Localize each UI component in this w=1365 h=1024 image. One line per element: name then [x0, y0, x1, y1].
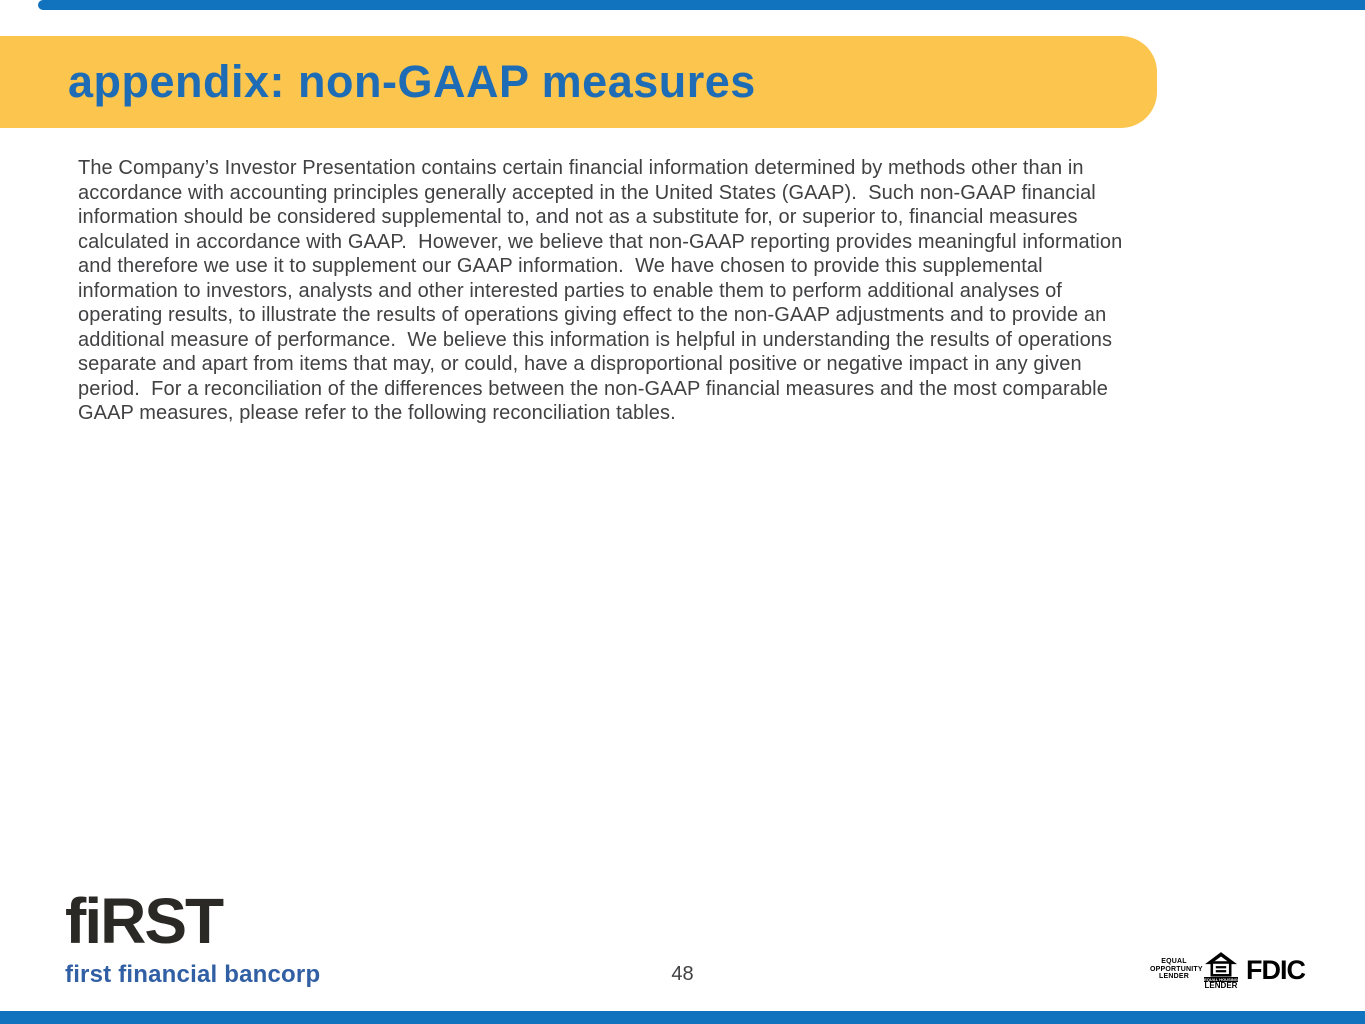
text-line: LENDER [1159, 973, 1189, 980]
page-number: 48 [671, 963, 694, 985]
text-line: information should be considered supplemental to, and not as a substitute for, or superior to, financial measures [78, 206, 1078, 228]
text-line: accordance with accounting principles generally accepted in the United States (GAAP). Such non-GAAP financial [78, 181, 1096, 204]
text-line: and therefore we use it to supplement our GAAP information. We have chosen to provide this supplemental [78, 255, 1043, 277]
fdic-logo: FDIC [1246, 955, 1305, 985]
text-line: The Company’s Investor Presentation contains certain financial information determined by methods other than in [78, 157, 1084, 179]
company-logo-tagline: first financial bancorp [65, 961, 321, 988]
equal-housing-lender-logo [1204, 952, 1238, 990]
text-line: operating results, to illustrate the results of operations giving effect to the non-GAAP adjustments and to provide an [78, 304, 1107, 326]
slide-title: appendix: non-GAAP measures [68, 56, 756, 107]
regulatory-logos [1150, 952, 1305, 990]
body-paragraph [78, 156, 1308, 426]
equal-housing-text: EQUAL HOUSING [1204, 976, 1238, 982]
text-line: separate and apart from items that may, or could, have a disproportional positive or negative impact in any given [78, 353, 1082, 375]
text-line: information to investors, analysts and other interested parties to enable them to perform additional analyses of [78, 279, 1062, 302]
text-line: EQUAL [1161, 958, 1187, 965]
equal-opportunity-lender-text [1150, 958, 1203, 981]
equal-housing-lender-text: LENDER [1204, 981, 1238, 990]
text-line: OPPORTUNITY [1150, 965, 1203, 973]
text-line: period. For a reconciliation of the differences between the non-GAAP financial measures and the most comparable [78, 377, 1108, 400]
top-accent-bar [38, 0, 1365, 10]
text-line: calculated in accordance with GAAP. However, we believe that non-GAAP reporting provides meaningful information [78, 230, 1123, 253]
text-line: GAAP measures, please refer to the following reconciliation tables. [78, 402, 676, 424]
title-banner [0, 36, 1157, 128]
bottom-accent-bar [0, 1011, 1365, 1024]
equal-housing-house-icon [1205, 952, 1237, 977]
text-line: additional measure of performance. We believe this information is helpful in understanding the results of operations [78, 328, 1113, 351]
company-logo-wordmark: fiRST [65, 885, 223, 957]
